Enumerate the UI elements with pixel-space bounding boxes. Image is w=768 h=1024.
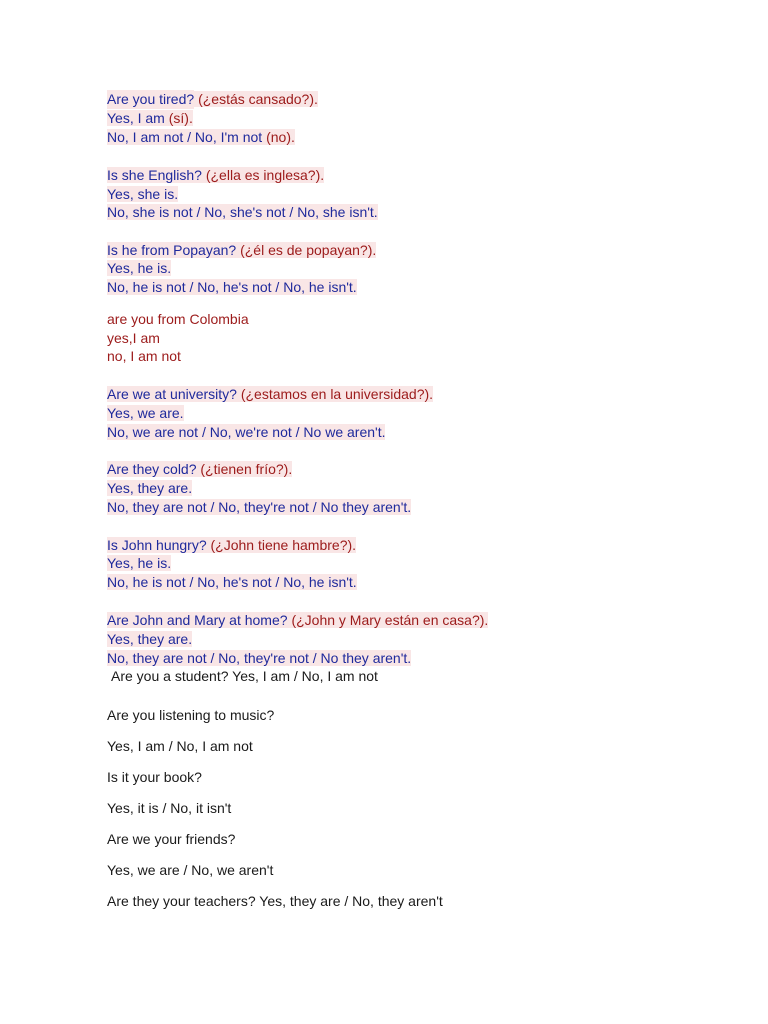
question-translation: (¿estamos en la universidad?). [240,386,434,402]
no-answer-text: No, I am not / No, I'm not [107,129,263,145]
plain-answer-line: Yes, I am / No, I am not [107,738,253,754]
no-answer-line [107,423,385,442]
colombia-yes: yes,I am [107,330,160,346]
yes-answer-text: Yes, he is. [107,260,172,276]
yes-answer-text: Yes, we are. [107,405,184,421]
no-answer-text: No, they are not / No, they're not / No they aren't. [107,499,412,515]
question-translation: (¿estás cansado?). [198,91,318,107]
no-answer-text: No, they are not / No, they're not / No they aren't. [107,650,412,666]
question-line [107,166,324,185]
plain-question-line: Is it your book? [107,769,202,785]
yes-answer-text: Yes, she is. [107,186,179,202]
question-text: Are they cold? [107,461,197,477]
no-answer-text: No, he is not / No, he's not / No, he isn't. [107,574,357,590]
question-text: Are John and Mary at home? [107,612,288,628]
question-text: Is John hungry? [107,537,207,553]
no-answer-line [107,498,411,517]
question-text: Are you tired? [107,91,195,107]
plain-answer-line: Yes, we are / No, we aren't [107,862,274,878]
no-answer-line [107,573,357,592]
yes-answer-text: Yes, they are. [107,631,193,647]
no-answer-line [107,649,411,668]
question-translation: (¿John tiene hambre?). [210,537,357,553]
student-question-line: Are you a student? Yes, I am / No, I am not [111,668,378,684]
question-text: Is he from Popayan? [107,242,237,258]
yes-answer-line [107,259,171,278]
yes-answer-text: Yes, they are. [107,480,193,496]
question-line [107,460,292,479]
plain-question-line: Are you listening to music? [107,707,275,723]
no-answer-line [107,278,357,297]
question-translation: (¿tienen frío?). [200,461,293,477]
question-line [107,90,318,109]
plain-answer-line: Yes, it is / No, it isn't [107,800,232,816]
question-translation: (¿John y Mary están en casa?). [291,612,489,628]
colombia-question: are you from Colombia [107,311,249,327]
yes-answer-line [107,630,192,649]
plain-question-line: Are we your friends? [107,831,236,847]
no-answer-line [107,203,378,222]
plain-question-answer-line: Are they your teachers? Yes, they are / No, they aren't [107,893,443,909]
no-answer-text: No, she is not / No, she's not / No, she isn't. [107,204,378,220]
question-translation: (¿ella es inglesa?). [205,167,325,183]
no-answer-line [107,128,295,147]
no-answer-text: No, we are not / No, we're not / No we aren't. [107,424,386,440]
question-line [107,611,488,630]
no-answer-translation: (no). [266,129,295,145]
yes-answer-translation: (sí). [168,110,193,126]
yes-answer-text: Yes, I am [107,110,165,126]
yes-answer-line [107,554,171,573]
yes-answer-line [107,479,192,498]
question-line [107,241,376,260]
yes-answer-text: Yes, he is. [107,555,172,571]
colombia-no: no, I am not [107,348,181,364]
yes-answer-line [107,404,184,423]
yes-answer-line [107,185,178,204]
question-line [107,385,433,404]
question-translation: (¿él es de popayan?). [240,242,377,258]
question-text: Is she English? [107,167,202,183]
question-text: Are we at university? [107,386,237,402]
question-line [107,536,356,555]
yes-answer-line [107,109,193,128]
no-answer-text: No, he is not / No, he's not / No, he isn't. [107,279,357,295]
